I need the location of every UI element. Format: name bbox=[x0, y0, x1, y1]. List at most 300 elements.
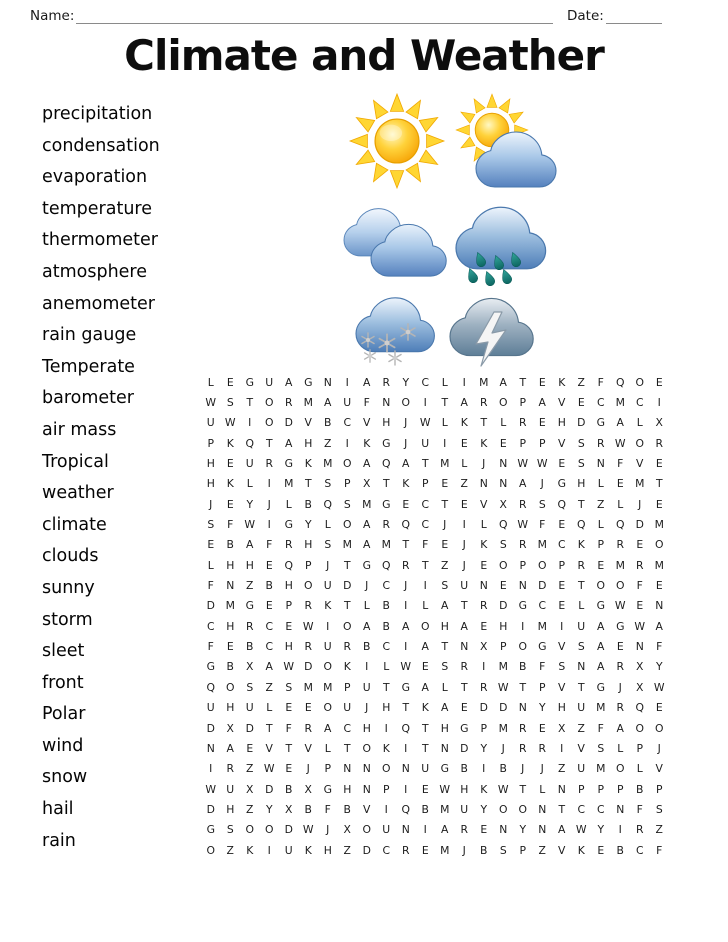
grid-cell[interactable]: U bbox=[206, 416, 215, 430]
grid-cell[interactable]: M bbox=[323, 680, 333, 694]
grid-cell[interactable]: J bbox=[267, 497, 271, 511]
grid-cell[interactable]: E bbox=[441, 538, 449, 552]
grid-cell[interactable]: E bbox=[480, 619, 488, 633]
grid-cell[interactable]: E bbox=[558, 599, 566, 613]
grid-cell[interactable]: K bbox=[577, 538, 585, 552]
grid-cell[interactable]: P bbox=[480, 721, 487, 735]
grid-cell[interactable]: K bbox=[558, 375, 566, 389]
grid-cell[interactable]: Y bbox=[402, 375, 410, 389]
grid-cell[interactable]: L bbox=[324, 741, 331, 755]
grid-cell[interactable]: I bbox=[462, 375, 466, 389]
grid-cell[interactable]: W bbox=[497, 782, 509, 796]
grid-cell[interactable]: R bbox=[460, 823, 468, 837]
grid-cell[interactable]: L bbox=[422, 599, 429, 613]
grid-cell[interactable]: Z bbox=[538, 843, 546, 857]
grid-cell[interactable]: E bbox=[655, 375, 663, 389]
grid-cell[interactable]: D bbox=[265, 782, 274, 796]
grid-cell[interactable]: L bbox=[246, 477, 253, 491]
grid-cell[interactable]: Q bbox=[401, 721, 410, 735]
grid-cell[interactable]: Q bbox=[382, 457, 391, 471]
grid-cell[interactable]: H bbox=[284, 579, 293, 593]
grid-cell[interactable]: I bbox=[404, 640, 408, 654]
grid-cell[interactable]: S bbox=[324, 538, 332, 552]
grid-cell[interactable]: T bbox=[421, 721, 429, 735]
grid-cell[interactable]: J bbox=[540, 762, 544, 776]
grid-cell[interactable]: S bbox=[285, 680, 293, 694]
grid-cell[interactable]: C bbox=[265, 640, 274, 654]
grid-cell[interactable]: E bbox=[597, 558, 605, 572]
grid-cell[interactable]: T bbox=[382, 680, 390, 694]
grid-cell[interactable]: B bbox=[304, 802, 312, 816]
grid-cell[interactable]: Q bbox=[557, 497, 566, 511]
grid-cell[interactable]: G bbox=[284, 518, 293, 532]
grid-cell[interactable]: V bbox=[558, 436, 566, 450]
grid-cell[interactable]: N bbox=[440, 741, 449, 755]
grid-cell[interactable]: H bbox=[460, 782, 469, 796]
grid-cell[interactable]: S bbox=[499, 538, 507, 552]
grid-cell[interactable]: R bbox=[596, 436, 605, 450]
grid-cell[interactable]: O bbox=[206, 843, 215, 857]
grid-cell[interactable]: Z bbox=[558, 762, 566, 776]
grid-cell[interactable]: P bbox=[577, 782, 585, 796]
grid-cell[interactable]: T bbox=[421, 457, 429, 471]
grid-cell[interactable]: D bbox=[460, 741, 469, 755]
grid-cell[interactable]: N bbox=[206, 741, 215, 755]
grid-cell[interactable]: T bbox=[421, 741, 429, 755]
grid-cell[interactable]: O bbox=[362, 823, 371, 837]
grid-cell[interactable]: R bbox=[616, 701, 624, 715]
grid-cell[interactable]: A bbox=[558, 823, 566, 837]
grid-cell[interactable]: O bbox=[382, 762, 391, 776]
grid-cell[interactable]: E bbox=[226, 457, 234, 471]
grid-cell[interactable]: S bbox=[597, 741, 605, 755]
grid-cell[interactable]: I bbox=[209, 762, 213, 776]
grid-cell[interactable]: H bbox=[226, 619, 235, 633]
grid-cell[interactable]: Z bbox=[460, 477, 468, 491]
grid-cell[interactable]: E bbox=[207, 538, 215, 552]
grid-cell[interactable]: F bbox=[617, 457, 624, 471]
grid-cell[interactable]: U bbox=[323, 640, 332, 654]
grid-cell[interactable]: A bbox=[616, 416, 624, 430]
grid-cell[interactable]: D bbox=[362, 843, 371, 857]
grid-cell[interactable]: T bbox=[460, 680, 468, 694]
grid-cell[interactable]: Y bbox=[519, 823, 527, 837]
grid-cell[interactable]: T bbox=[246, 396, 254, 410]
grid-cell[interactable]: U bbox=[245, 457, 254, 471]
grid-cell[interactable]: R bbox=[401, 558, 410, 572]
grid-cell[interactable]: I bbox=[404, 741, 408, 755]
grid-cell[interactable]: O bbox=[401, 396, 410, 410]
grid-cell[interactable]: P bbox=[207, 436, 214, 450]
grid-cell[interactable]: P bbox=[519, 396, 526, 410]
grid-cell[interactable]: W bbox=[302, 823, 314, 837]
grid-cell[interactable]: E bbox=[226, 375, 234, 389]
grid-cell[interactable]: B bbox=[460, 762, 468, 776]
grid-cell[interactable]: Q bbox=[616, 518, 625, 532]
grid-cell[interactable]: T bbox=[402, 538, 410, 552]
grid-cell[interactable]: J bbox=[404, 416, 408, 430]
grid-cell[interactable]: J bbox=[365, 579, 369, 593]
grid-cell[interactable]: R bbox=[304, 721, 312, 735]
grid-cell[interactable]: Q bbox=[323, 497, 332, 511]
grid-cell[interactable]: B bbox=[285, 782, 293, 796]
grid-cell[interactable]: A bbox=[460, 396, 468, 410]
grid-cell[interactable]: A bbox=[655, 619, 663, 633]
grid-cell[interactable]: F bbox=[597, 375, 604, 389]
grid-cell[interactable]: Y bbox=[265, 802, 273, 816]
grid-cell[interactable]: W bbox=[283, 660, 295, 674]
grid-cell[interactable]: R bbox=[518, 416, 527, 430]
grid-cell[interactable]: A bbox=[226, 741, 234, 755]
grid-cell[interactable]: T bbox=[382, 477, 390, 491]
grid-cell[interactable]: L bbox=[500, 416, 507, 430]
grid-cell[interactable]: C bbox=[421, 375, 430, 389]
grid-cell[interactable]: G bbox=[245, 599, 254, 613]
grid-cell[interactable]: P bbox=[597, 782, 604, 796]
grid-cell[interactable]: R bbox=[382, 518, 390, 532]
grid-cell[interactable]: H bbox=[206, 477, 215, 491]
grid-cell[interactable]: E bbox=[226, 640, 234, 654]
grid-cell[interactable]: L bbox=[597, 518, 604, 532]
grid-cell[interactable]: E bbox=[499, 579, 507, 593]
grid-cell[interactable]: H bbox=[577, 477, 586, 491]
grid-cell[interactable]: M bbox=[381, 538, 391, 552]
grid-cell[interactable]: Q bbox=[245, 436, 254, 450]
grid-cell[interactable]: O bbox=[655, 538, 664, 552]
grid-cell[interactable]: S bbox=[577, 457, 585, 471]
grid-cell[interactable]: R bbox=[226, 762, 234, 776]
grid-cell[interactable]: K bbox=[324, 599, 332, 613]
grid-cell[interactable]: B bbox=[363, 640, 371, 654]
grid-cell[interactable]: L bbox=[539, 782, 546, 796]
grid-cell[interactable]: O bbox=[538, 558, 547, 572]
grid-cell[interactable]: F bbox=[363, 396, 370, 410]
grid-cell[interactable]: Q bbox=[635, 701, 644, 715]
grid-cell[interactable]: M bbox=[479, 375, 489, 389]
grid-cell[interactable]: B bbox=[616, 843, 624, 857]
grid-cell[interactable]: H bbox=[440, 619, 449, 633]
grid-cell[interactable]: M bbox=[342, 538, 352, 552]
grid-cell[interactable]: T bbox=[655, 477, 663, 491]
grid-cell[interactable]: N bbox=[499, 477, 508, 491]
grid-cell[interactable]: F bbox=[266, 538, 273, 552]
grid-cell[interactable]: W bbox=[614, 599, 626, 613]
grid-cell[interactable]: P bbox=[519, 843, 526, 857]
grid-cell[interactable]: I bbox=[384, 721, 388, 735]
grid-cell[interactable]: X bbox=[480, 640, 488, 654]
grid-cell[interactable]: P bbox=[343, 477, 351, 491]
grid-cell[interactable]: E bbox=[636, 599, 644, 613]
grid-cell[interactable]: N bbox=[460, 640, 469, 654]
grid-cell[interactable]: A bbox=[402, 457, 410, 471]
grid-cell[interactable]: M bbox=[498, 721, 508, 735]
grid-cell[interactable]: K bbox=[304, 457, 312, 471]
grid-cell[interactable]: J bbox=[365, 701, 369, 715]
grid-cell[interactable]: O bbox=[499, 802, 508, 816]
grid-cell[interactable]: E bbox=[558, 518, 566, 532]
grid-cell[interactable]: U bbox=[577, 762, 586, 776]
grid-cell[interactable]: C bbox=[382, 579, 391, 593]
grid-cell[interactable]: E bbox=[421, 782, 429, 796]
grid-cell[interactable]: E bbox=[246, 741, 254, 755]
grid-cell[interactable]: L bbox=[363, 599, 370, 613]
grid-cell[interactable]: I bbox=[521, 619, 525, 633]
grid-cell[interactable]: I bbox=[482, 762, 486, 776]
grid-cell[interactable]: N bbox=[382, 396, 391, 410]
grid-cell[interactable]: C bbox=[596, 396, 605, 410]
grid-cell[interactable]: H bbox=[323, 843, 332, 857]
grid-cell[interactable]: C bbox=[421, 497, 430, 511]
grid-cell[interactable]: Z bbox=[597, 497, 605, 511]
grid-cell[interactable]: E bbox=[285, 701, 293, 715]
grid-cell[interactable]: R bbox=[616, 538, 624, 552]
grid-cell[interactable]: H bbox=[557, 701, 566, 715]
grid-cell[interactable]: D bbox=[343, 579, 352, 593]
grid-cell[interactable]: W bbox=[653, 680, 665, 694]
grid-cell[interactable]: H bbox=[206, 457, 215, 471]
grid-cell[interactable]: Z bbox=[324, 436, 332, 450]
grid-cell[interactable]: U bbox=[577, 701, 586, 715]
grid-cell[interactable]: R bbox=[245, 619, 254, 633]
grid-cell[interactable]: E bbox=[558, 457, 566, 471]
grid-cell[interactable]: A bbox=[363, 375, 371, 389]
grid-cell[interactable]: N bbox=[499, 457, 508, 471]
grid-cell[interactable]: K bbox=[304, 843, 312, 857]
grid-cell[interactable]: K bbox=[480, 538, 488, 552]
grid-cell[interactable]: O bbox=[343, 518, 352, 532]
grid-cell[interactable]: V bbox=[363, 416, 371, 430]
grid-cell[interactable]: R bbox=[635, 558, 644, 572]
grid-cell[interactable]: L bbox=[441, 375, 448, 389]
grid-cell[interactable]: I bbox=[345, 436, 349, 450]
grid-cell[interactable]: B bbox=[226, 538, 234, 552]
grid-cell[interactable]: V bbox=[655, 762, 663, 776]
grid-cell[interactable]: S bbox=[246, 680, 254, 694]
grid-cell[interactable]: P bbox=[421, 477, 429, 491]
grid-cell[interactable]: W bbox=[263, 762, 275, 776]
grid-cell[interactable]: L bbox=[441, 680, 448, 694]
grid-cell[interactable]: O bbox=[635, 721, 644, 735]
grid-cell[interactable]: T bbox=[402, 701, 410, 715]
grid-cell[interactable]: D bbox=[304, 660, 313, 674]
grid-cell[interactable]: I bbox=[443, 436, 447, 450]
grid-cell[interactable]: S bbox=[226, 396, 234, 410]
grid-cell[interactable]: A bbox=[285, 375, 293, 389]
grid-cell[interactable]: U bbox=[323, 579, 332, 593]
grid-cell[interactable]: N bbox=[518, 701, 527, 715]
grid-cell[interactable]: G bbox=[538, 640, 547, 654]
grid-cell[interactable]: R bbox=[635, 823, 644, 837]
grid-cell[interactable]: Z bbox=[246, 579, 254, 593]
grid-cell[interactable]: J bbox=[501, 741, 505, 755]
grid-cell[interactable]: X bbox=[343, 823, 351, 837]
grid-cell[interactable]: A bbox=[597, 660, 605, 674]
grid-cell[interactable]: N bbox=[323, 375, 332, 389]
grid-cell[interactable]: S bbox=[558, 660, 566, 674]
grid-cell[interactable]: J bbox=[462, 843, 466, 857]
grid-cell[interactable]: D bbox=[499, 599, 508, 613]
grid-cell[interactable]: M bbox=[303, 680, 313, 694]
grid-cell[interactable]: H bbox=[226, 558, 235, 572]
grid-cell[interactable]: V bbox=[480, 497, 488, 511]
grid-cell[interactable]: N bbox=[362, 782, 371, 796]
grid-cell[interactable]: M bbox=[440, 843, 450, 857]
grid-cell[interactable]: E bbox=[597, 843, 605, 857]
grid-cell[interactable]: C bbox=[382, 640, 391, 654]
grid-cell[interactable]: M bbox=[615, 396, 625, 410]
grid-cell[interactable]: I bbox=[326, 619, 330, 633]
grid-cell[interactable]: F bbox=[207, 640, 214, 654]
grid-cell[interactable]: F bbox=[636, 579, 643, 593]
grid-cell[interactable]: W bbox=[536, 457, 548, 471]
grid-cell[interactable]: E bbox=[616, 477, 624, 491]
grid-cell[interactable]: Q bbox=[499, 518, 508, 532]
grid-cell[interactable]: R bbox=[343, 640, 351, 654]
grid-cell[interactable]: S bbox=[499, 843, 507, 857]
grid-cell[interactable]: F bbox=[285, 721, 292, 735]
grid-cell[interactable]: Z bbox=[577, 721, 585, 735]
grid-cell[interactable]: X bbox=[636, 680, 644, 694]
grid-cell[interactable]: L bbox=[285, 497, 292, 511]
grid-cell[interactable]: P bbox=[558, 558, 565, 572]
grid-cell[interactable]: P bbox=[636, 741, 643, 755]
grid-cell[interactable]: G bbox=[596, 599, 605, 613]
grid-cell[interactable]: P bbox=[538, 436, 546, 450]
grid-cell[interactable]: X bbox=[304, 782, 312, 796]
grid-cell[interactable]: C bbox=[538, 599, 547, 613]
grid-cell[interactable]: J bbox=[462, 538, 466, 552]
grid-cell[interactable]: E bbox=[460, 436, 468, 450]
grid-cell[interactable]: N bbox=[655, 599, 664, 613]
grid-cell[interactable]: O bbox=[635, 375, 644, 389]
grid-cell[interactable]: P bbox=[538, 680, 546, 694]
grid-cell[interactable]: P bbox=[655, 782, 663, 796]
grid-cell[interactable]: N bbox=[538, 802, 547, 816]
grid-cell[interactable]: N bbox=[401, 823, 410, 837]
grid-cell[interactable]: K bbox=[363, 436, 371, 450]
grid-cell[interactable]: G bbox=[323, 782, 332, 796]
grid-cell[interactable]: P bbox=[597, 538, 604, 552]
grid-cell[interactable]: E bbox=[265, 599, 273, 613]
grid-cell[interactable]: A bbox=[538, 396, 546, 410]
grid-cell[interactable]: C bbox=[421, 518, 430, 532]
grid-cell[interactable]: C bbox=[382, 843, 391, 857]
grid-cell[interactable]: R bbox=[577, 558, 585, 572]
grid-cell[interactable]: E bbox=[421, 843, 429, 857]
grid-cell[interactable]: M bbox=[654, 558, 664, 572]
grid-cell[interactable]: W bbox=[517, 457, 529, 471]
grid-cell[interactable]: E bbox=[441, 477, 449, 491]
grid-cell[interactable]: O bbox=[499, 396, 508, 410]
grid-cell[interactable]: M bbox=[362, 497, 372, 511]
grid-cell[interactable]: X bbox=[285, 802, 293, 816]
grid-cell[interactable]: E bbox=[655, 701, 663, 715]
grid-cell[interactable]: E bbox=[285, 762, 293, 776]
grid-cell[interactable]: I bbox=[365, 660, 369, 674]
grid-cell[interactable]: H bbox=[382, 416, 391, 430]
grid-cell[interactable]: P bbox=[324, 762, 331, 776]
grid-cell[interactable]: J bbox=[209, 497, 213, 511]
grid-cell[interactable]: L bbox=[441, 416, 448, 430]
grid-cell[interactable]: M bbox=[615, 558, 625, 572]
grid-cell[interactable]: M bbox=[284, 477, 294, 491]
grid-cell[interactable]: O bbox=[226, 680, 235, 694]
grid-cell[interactable]: Q bbox=[382, 558, 391, 572]
grid-cell[interactable]: E bbox=[421, 660, 429, 674]
grid-cell[interactable]: A bbox=[441, 823, 449, 837]
grid-cell[interactable]: O bbox=[245, 823, 254, 837]
grid-cell[interactable]: U bbox=[362, 680, 371, 694]
grid-cell[interactable]: O bbox=[323, 660, 332, 674]
grid-cell[interactable]: B bbox=[304, 497, 312, 511]
grid-cell[interactable]: E bbox=[460, 701, 468, 715]
grid-cell[interactable]: O bbox=[362, 741, 371, 755]
grid-cell[interactable]: H bbox=[382, 701, 391, 715]
grid-cell[interactable]: G bbox=[596, 416, 605, 430]
grid-cell[interactable]: E bbox=[499, 436, 507, 450]
grid-cell[interactable]: H bbox=[362, 721, 371, 735]
grid-cell[interactable]: I bbox=[404, 782, 408, 796]
grid-cell[interactable]: E bbox=[285, 619, 293, 633]
grid-cell[interactable]: P bbox=[304, 558, 312, 572]
grid-cell[interactable]: G bbox=[304, 375, 313, 389]
grid-cell[interactable]: B bbox=[519, 660, 527, 674]
grid-cell[interactable]: W bbox=[497, 680, 509, 694]
grid-cell[interactable]: P bbox=[519, 436, 526, 450]
grid-cell[interactable]: N bbox=[479, 477, 488, 491]
grid-cell[interactable]: A bbox=[265, 660, 273, 674]
grid-cell[interactable]: T bbox=[558, 802, 566, 816]
grid-cell[interactable]: A bbox=[460, 619, 468, 633]
grid-cell[interactable]: R bbox=[479, 680, 488, 694]
grid-cell[interactable]: I bbox=[560, 741, 564, 755]
grid-cell[interactable]: N bbox=[362, 762, 371, 776]
grid-cell[interactable]: T bbox=[265, 721, 273, 735]
grid-cell[interactable]: L bbox=[383, 660, 390, 674]
grid-cell[interactable]: A bbox=[363, 619, 371, 633]
grid-cell[interactable]: K bbox=[421, 701, 429, 715]
grid-cell[interactable]: S bbox=[441, 579, 449, 593]
grid-cell[interactable]: H bbox=[499, 619, 508, 633]
grid-cell[interactable]: F bbox=[422, 538, 429, 552]
grid-cell[interactable]: T bbox=[577, 579, 585, 593]
grid-cell[interactable]: M bbox=[635, 477, 645, 491]
grid-cell[interactable]: N bbox=[401, 762, 410, 776]
grid-cell[interactable]: M bbox=[537, 619, 547, 633]
grid-cell[interactable]: U bbox=[577, 619, 586, 633]
grid-cell[interactable]: O bbox=[518, 640, 527, 654]
grid-cell[interactable]: V bbox=[636, 457, 644, 471]
grid-cell[interactable]: H bbox=[245, 558, 254, 572]
grid-cell[interactable]: K bbox=[577, 843, 585, 857]
grid-cell[interactable]: T bbox=[421, 558, 429, 572]
grid-cell[interactable]: L bbox=[578, 599, 585, 613]
grid-cell[interactable]: F bbox=[636, 802, 643, 816]
grid-cell[interactable]: N bbox=[577, 660, 586, 674]
grid-cell[interactable]: C bbox=[557, 538, 566, 552]
grid-cell[interactable]: R bbox=[479, 396, 488, 410]
grid-cell[interactable]: J bbox=[540, 477, 544, 491]
grid-cell[interactable]: L bbox=[636, 762, 643, 776]
grid-cell[interactable]: O bbox=[265, 823, 274, 837]
grid-cell[interactable]: R bbox=[460, 660, 468, 674]
grid-cell[interactable]: E bbox=[655, 457, 663, 471]
grid-cell[interactable]: I bbox=[404, 599, 408, 613]
grid-cell[interactable]: N bbox=[499, 823, 508, 837]
grid-cell[interactable]: B bbox=[343, 802, 351, 816]
grid-cell[interactable]: R bbox=[518, 538, 527, 552]
grid-cell[interactable]: J bbox=[462, 558, 466, 572]
